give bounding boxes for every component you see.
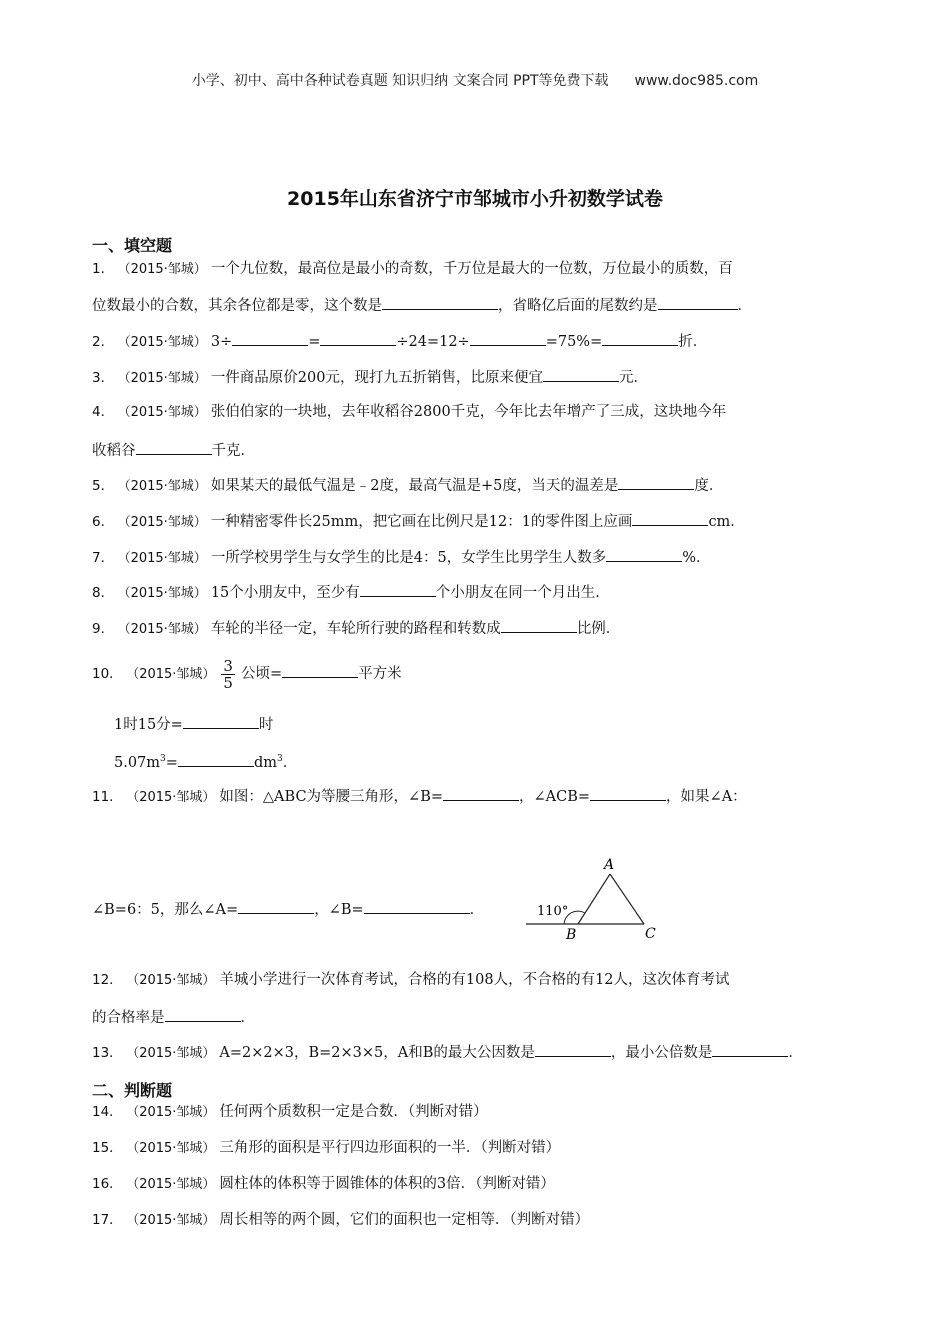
question-4-line-2 <box>92 440 255 461</box>
question-1-line-2 <box>92 295 752 316</box>
superscript: 3 <box>276 754 283 764</box>
question-text: 收稻谷 <box>92 443 136 459</box>
answer-blank[interactable] <box>443 786 519 801</box>
question-source: （2015·邹城） <box>124 622 207 637</box>
question-text: 平方米 <box>358 666 402 682</box>
triangle-figure <box>522 852 662 944</box>
answer-blank[interactable] <box>178 752 254 767</box>
question-number: 15． <box>92 1140 123 1156</box>
question-text: 15个小朋友中，至少有 <box>210 585 360 601</box>
vertex-b-label: B <box>566 927 577 943</box>
question-text: 一个九位数，最高位是最小的奇数，千万位是最大的一位数，万位最小的质数，百 <box>210 261 733 277</box>
question-text: = <box>308 334 321 350</box>
question-8 <box>92 582 610 604</box>
answer-blank[interactable] <box>501 618 577 633</box>
question-text: dm <box>253 755 277 771</box>
question-text: =75%= <box>545 334 603 350</box>
question-12-line-1 <box>92 970 730 991</box>
question-source: （2015·邹城） <box>132 973 216 988</box>
question-number: 11． <box>92 789 123 805</box>
question-text: ． <box>282 755 298 771</box>
question-text: 千克． <box>211 443 255 459</box>
question-10-line-3 <box>114 749 297 773</box>
question-11-line-2 <box>92 899 484 920</box>
question-text: ． <box>737 298 752 314</box>
answer-blank[interactable] <box>602 331 678 346</box>
fraction-denominator: 5 <box>223 673 233 692</box>
question-text: 张伯伯家的一块地，去年收稻谷2800千克，今年比去年增产了三成，这块地今年 <box>210 404 727 420</box>
question-text: 任何两个质数积一定是合数．（判断对错） <box>219 1104 488 1120</box>
answer-blank[interactable] <box>364 899 470 914</box>
question-number: 2． <box>92 334 115 350</box>
angle-label: 110° <box>537 904 569 919</box>
question-number: 4． <box>92 404 115 420</box>
answer-blank[interactable] <box>470 331 546 346</box>
answer-blank[interactable] <box>136 440 212 455</box>
page-header <box>0 70 950 90</box>
header-site: www.doc985.com <box>634 73 759 89</box>
answer-blank[interactable] <box>712 1042 788 1057</box>
question-source: （2015·邹城） <box>124 371 207 386</box>
question-number: 5． <box>92 478 115 494</box>
fraction-numerator: 3 <box>223 656 233 675</box>
question-text: ． <box>240 1010 255 1026</box>
question-10-line-2 <box>114 714 273 735</box>
question-source: （2015·邹城） <box>124 515 207 530</box>
question-text: %． <box>682 550 711 566</box>
question-4-line-1 <box>92 402 726 423</box>
question-source: （2015·邹城） <box>124 405 207 420</box>
question-number: 3． <box>92 370 115 386</box>
question-source: （2015·邹城） <box>124 479 207 494</box>
answer-blank[interactable] <box>590 786 666 801</box>
answer-blank[interactable] <box>632 511 708 526</box>
question-source: （2015·邹城） <box>132 790 216 805</box>
question-text: 元． <box>619 370 648 386</box>
question-number: 12． <box>92 972 123 988</box>
question-text: ，省略亿后面的尾数约是 <box>498 298 658 314</box>
side-ab <box>578 874 610 924</box>
question-3 <box>92 367 648 389</box>
question-text: ∠B=6：5，那么∠A= <box>92 902 239 918</box>
question-number: 14． <box>92 1104 123 1120</box>
answer-blank[interactable] <box>543 367 619 382</box>
question-17 <box>92 1210 589 1231</box>
question-text: cm． <box>708 514 745 530</box>
vertex-c-label: C <box>645 926 656 942</box>
question-text: ． <box>469 902 485 918</box>
question-text: 圆柱体的体积等于圆锥体的体积的3倍．（判断对错） <box>219 1176 555 1192</box>
answer-blank[interactable] <box>606 547 682 562</box>
question-source: （2015·邹城） <box>132 1105 216 1120</box>
question-text: ，∠ACB= <box>519 789 591 805</box>
question-text: 一所学校男学生与女学生的比是4：5，女学生比男学生人数多 <box>210 550 607 566</box>
question-number: 1． <box>92 261 115 277</box>
question-text: ，∠B= <box>314 902 364 918</box>
question-text: 羊城小学进行一次体育考试，合格的有108人，不合格的有12人，这次体育考试 <box>219 972 730 988</box>
question-text: 如图：△ABC为等腰三角形，∠B= <box>219 789 444 805</box>
header-text: 小学、初中、高中各种试卷真题 知识归纳 文案合同 PPT等免费下载 <box>191 73 609 89</box>
question-source: （2015·邹城） <box>132 1141 216 1156</box>
question-source: （2015·邹城） <box>124 586 207 601</box>
question-2 <box>92 331 707 353</box>
question-1-line-1 <box>92 259 733 280</box>
answer-blank[interactable] <box>320 331 396 346</box>
question-text: 如果某天的最低气温是﹣2度，最高气温是+5度，当天的温差是 <box>210 478 619 494</box>
section-fill-blank: 一、填空题 <box>92 236 173 255</box>
question-12-line-2 <box>92 1007 255 1028</box>
question-text: 车轮的半径一定，车轮所行驶的路程和转数成 <box>210 621 501 637</box>
question-number: 13． <box>92 1045 123 1061</box>
question-11-line-1 <box>92 786 747 808</box>
question-number: 9． <box>92 621 115 637</box>
question-source: （2015·邹城） <box>132 667 216 682</box>
answer-blank[interactable] <box>183 714 259 729</box>
question-15 <box>92 1138 560 1159</box>
vertex-a-label: A <box>604 857 615 873</box>
section-true-false: 二、判断题 <box>92 1081 173 1100</box>
question-10-line-1 <box>92 652 402 697</box>
question-source: （2015·邹城） <box>132 1046 216 1061</box>
answer-blank[interactable] <box>238 899 314 914</box>
question-number: 8． <box>92 585 115 601</box>
question-text: 位数最小的合数，其余各位都是零，这个数是 <box>92 298 382 314</box>
question-text: 比例． <box>576 621 621 637</box>
question-16 <box>92 1174 555 1195</box>
side-ac <box>610 874 644 924</box>
question-number: 7． <box>92 550 115 566</box>
question-number: 10． <box>92 666 123 682</box>
question-text: ÷24=12÷ <box>396 334 470 350</box>
answer-blank[interactable] <box>535 1042 611 1057</box>
question-text: ，如果∠A： <box>666 789 747 805</box>
answer-blank[interactable] <box>618 475 694 490</box>
question-number: 16． <box>92 1176 123 1192</box>
question-text: ． <box>788 1045 803 1061</box>
question-source: （2015·邹城） <box>132 1213 216 1228</box>
question-text: 一种精密零件长25mm，把它画在比例尺是12：1的零件图上应画 <box>210 514 633 530</box>
question-text: 3÷ <box>210 334 233 350</box>
question-text: 1时15分= <box>114 717 183 733</box>
question-text: 折． <box>678 334 708 350</box>
question-text: = <box>165 755 178 771</box>
question-7 <box>92 547 711 569</box>
question-source: （2015·邹城） <box>132 1177 216 1192</box>
question-text: 时 <box>258 717 274 733</box>
answer-blank[interactable] <box>282 663 358 678</box>
question-text: 的合格率是 <box>92 1010 165 1026</box>
answer-blank[interactable] <box>360 582 436 597</box>
question-text: 一件商品原价200元，现打九五折销售，比原来便宜 <box>210 370 543 386</box>
question-text: 公顷= <box>240 666 283 682</box>
question-13 <box>92 1042 803 1064</box>
fraction <box>221 658 235 691</box>
question-text: 周长相等的两个圆，它们的面积也一定相等．（判断对错） <box>219 1212 590 1228</box>
answer-blank[interactable] <box>382 295 498 310</box>
question-text: ，最小公倍数是 <box>610 1045 713 1061</box>
question-source: （2015·邹城） <box>124 551 207 566</box>
question-text: 度． <box>694 478 724 494</box>
question-9 <box>92 618 620 640</box>
question-text: A=2×2×3，B=2×3×5，A和B的最大公因数是 <box>219 1045 535 1061</box>
question-6 <box>92 511 745 533</box>
question-14 <box>92 1102 488 1123</box>
question-source: （2015·邹城） <box>124 335 207 350</box>
question-number: 17． <box>92 1212 123 1228</box>
question-text: 个小朋友在同一个月出生． <box>435 585 610 601</box>
question-source: （2015·邹城） <box>124 262 207 277</box>
question-5 <box>92 475 723 497</box>
answer-blank[interactable] <box>232 331 308 346</box>
superscript: 3 <box>160 754 166 764</box>
question-number: 6． <box>92 514 115 530</box>
page-title: 2015年山东省济宁市邹城市小升初数学试卷 <box>287 188 663 210</box>
question-text: 三角形的面积是平行四边形面积的一半．（判断对错） <box>219 1140 561 1156</box>
answer-blank[interactable] <box>658 295 738 310</box>
answer-blank[interactable] <box>165 1007 241 1022</box>
question-text: 5.07m <box>114 755 161 771</box>
